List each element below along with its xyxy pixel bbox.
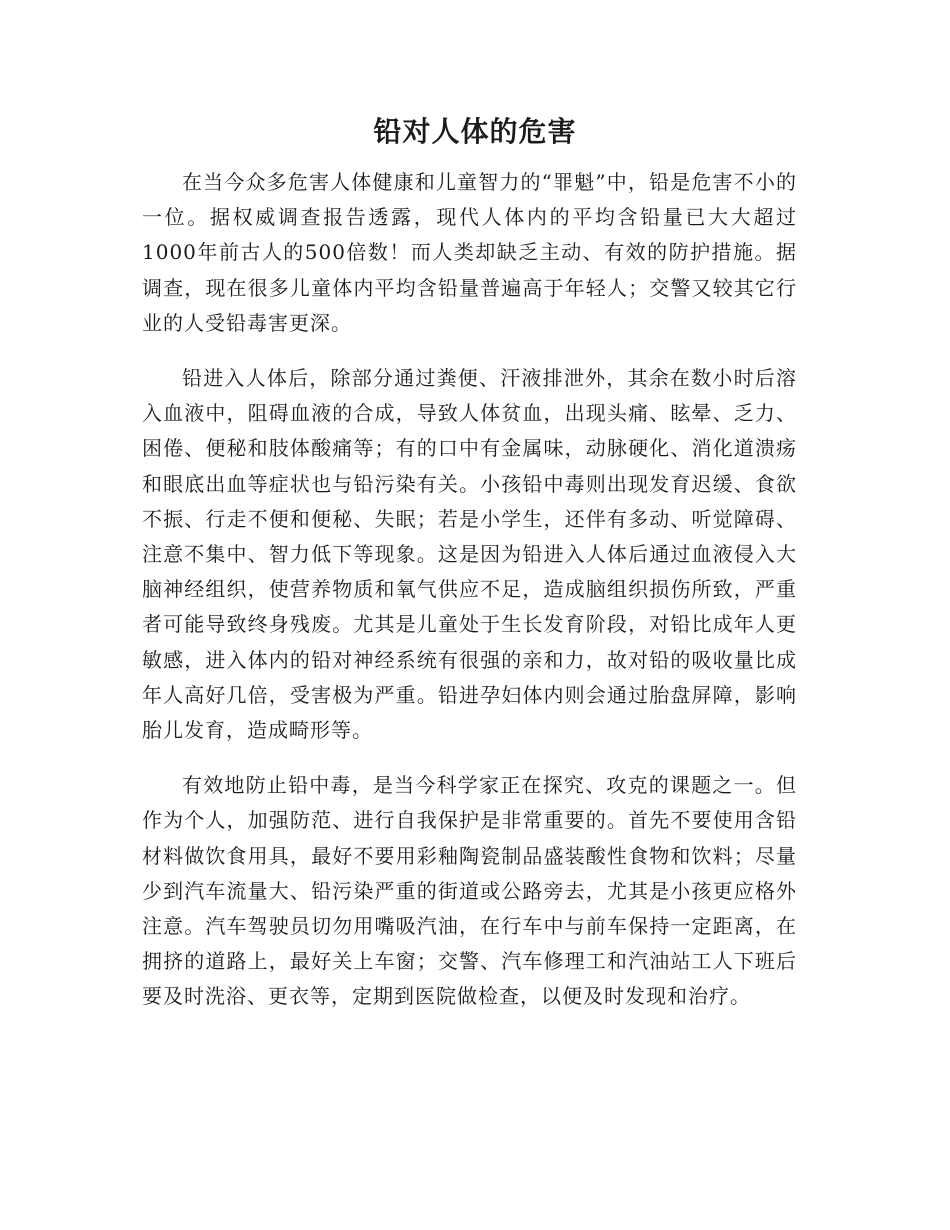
paragraph-1: 在当今众多危害人体健康和儿童智力的“罪魁”中，铅是危害不小的一位。据权威调查报告透露，现代人体内的平均含铅量已大大超过1000年前古人的500倍数！而人类却缺乏主动、有效的防护措施。据调查，现在很多儿童体内平均含铅量普遍高于年轻人；交警又较其它行业的人受铅毒害更深。 [142,170,797,335]
document-body [142,165,797,1035]
paragraph-2: 铅进入人体后，除部分通过粪便、汗液排泄外，其余在数小时后溶入血液中，阻碍血液的合成，导致人体贫血，出现头痛、眩晕、乏力、困倦、便秘和肢体酸痛等；有的口中有金属味，动脉硬化、消化道溃疡和眼底出血等症状也与铅污染有关。小孩铅中毒则出现发育迟缓、食欲不振、行走不便和便秘、失眠；若是小学生，还伴有多动、听觉障碍、注意不集中、智力低下等现象。这是因为铅进入人体后通过血液侵入大脑神经组织，使营养物质和氧气供应不足，造成脑组织损伤所致，严重者可能导致终身残废。尤其是儿童处于生长发育阶段，对铅比成年人更敏感，进入体内的铅对神经系统有很强的亲和力，故对铅的吸收量比成年人高好几倍，受害极为严重。铅进孕妇体内则会通过胎盘屏障，影响胎儿发育，造成畸形等。 [142,366,797,743]
paragraph-3: 有效地防止铅中毒，是当今科学家正在探究、攻克的课题之一。但作为个人，加强防范、进行自我保护是非常重要的。首先不要使用含铅材料做饮食用具，最好不要用彩釉陶瓷制品盛装酸性食物和饮料；尽量少到汽车流量大、铅污染严重的街道或公路旁去，尤其是小孩更应格外注意。汽车驾驶员切勿用嘴吸汽油，在行车中与前车保持一定距离，在拥挤的道路上，最好关上车窗；交警、汽车修理工和汽油站工人下班后要及时洗浴、更衣等，定期到医院做检查，以便及时发现和治疗。 [142,773,797,1009]
document-title: 铅对人体的危害 [373,115,577,148]
